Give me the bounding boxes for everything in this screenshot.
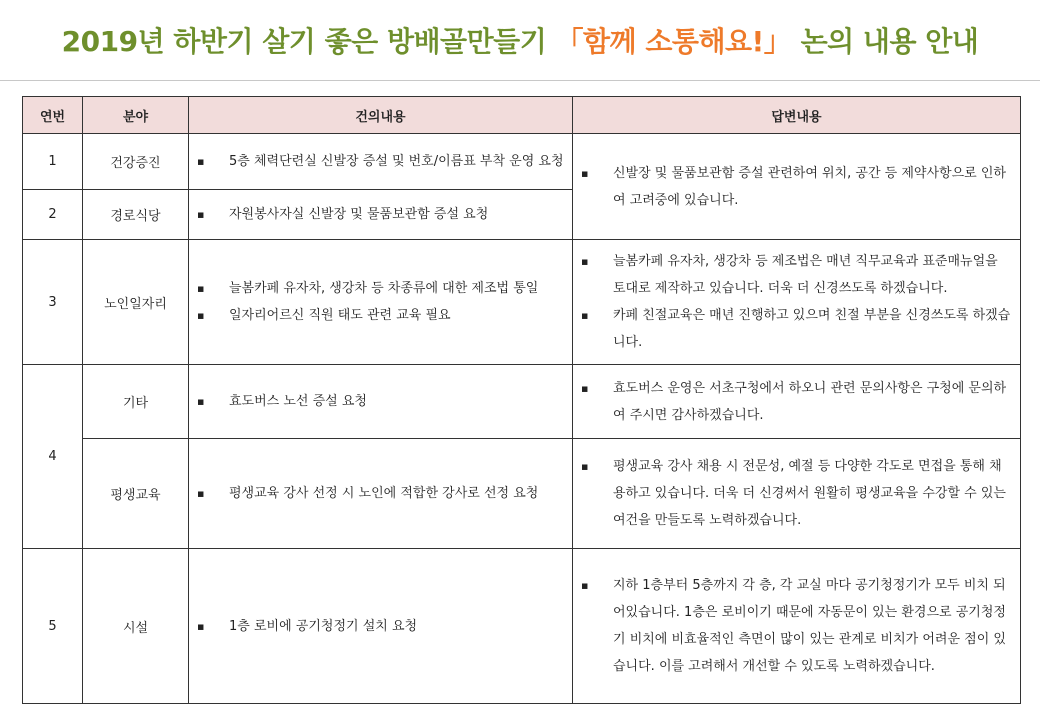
bullet-icon: ▪ — [197, 208, 205, 221]
table-row — [23, 549, 1021, 704]
header-answer: 답변내용 — [573, 97, 1021, 134]
bullet-icon: ▪ — [581, 255, 589, 268]
title-bar — [0, 0, 1040, 80]
bullet-icon: ▪ — [581, 460, 589, 473]
answer-cell — [573, 439, 1021, 549]
table-row — [23, 134, 1021, 190]
proposal-item: ▪ 효도버스 노선 증설 요청 — [193, 388, 566, 415]
row-num: 4 — [23, 365, 83, 549]
table-row — [23, 365, 1021, 439]
row-num: 1 — [23, 134, 83, 190]
bullet-icon: ▪ — [581, 381, 589, 395]
bullet-icon: ▪ — [581, 579, 589, 592]
row-category: 경로식당 — [83, 190, 189, 240]
answer-item: ▪ 늘봄카페 유자차, 생강차 등 제조법은 매년 직무교육과 표준매뉴얼을 토대로 제작하고 있습니다. 더욱 더 신경쓰도록 하겠습니다. — [577, 248, 1014, 302]
answer-cell — [573, 549, 1021, 704]
header-proposal: 건의내용 — [189, 97, 573, 134]
proposal-item: ▪ 1층 로비에 공기청정기 설치 요청 — [193, 613, 566, 640]
title-highlight: 「함께 소통해요!」 — [555, 25, 792, 58]
answer-item: ▪ 평생교육 강사 채용 시 전문성, 예절 등 다양한 각도로 면접을 통해 채용하고 있습니다. 더욱 더 신경써서 원활히 평생교육을 수강할 수 있는 여건을 만들도록 노력하겠습니다. — [577, 453, 1014, 534]
proposal-cell — [189, 549, 573, 704]
row-num: 3 — [23, 240, 83, 365]
answer-cell — [573, 240, 1021, 365]
answer-cell — [573, 365, 1021, 439]
answer-item: ▪ 카페 친절교육은 매년 진행하고 있으며 친절 부분을 신경쓰도록 하겠습니다. — [577, 302, 1014, 356]
proposal-item: ▪ 일자리어르신 직원 태도 관련 교육 필요 — [193, 302, 566, 329]
answer-cell — [573, 134, 1021, 240]
bullet-icon: ▪ — [197, 282, 205, 295]
row-category: 건강증진 — [83, 134, 189, 190]
proposal-item: ▪ 자원봉사자실 신발장 및 물품보관함 증설 요청 — [193, 201, 566, 228]
bullet-icon: ▪ — [197, 395, 205, 408]
answer-item: ▪ 지하 1층부터 5층까지 각 층, 각 교실 마다 공기청정기가 모두 비치 되어있습니다. 1층은 로비이기 때문에 자동문이 있는 환경으로 공기청정기 비치에 비효율적인 측면이 많이 있는 관계로 비치가 어려운 점이 있습니다. 이를 고려해서 개선할 수 있도록 노력하겠습니다. — [577, 572, 1014, 680]
row-num: 5 — [23, 549, 83, 704]
title-suffix: 논의 내용 안내 — [800, 25, 979, 58]
answer-item: ▪ 효도버스 운영은 서초구청에서 하오니 관련 문의사항은 구청에 문의하여 주시면 감사하겠습니다. — [577, 375, 1014, 429]
table-row — [23, 439, 1021, 549]
row-category: 노인일자리 — [83, 240, 189, 365]
header-row — [23, 97, 1021, 134]
proposal-cell — [189, 190, 573, 240]
table-row — [23, 240, 1021, 365]
header-category: 분야 — [83, 97, 189, 134]
row-num: 2 — [23, 190, 83, 240]
bullet-icon: ▪ — [581, 166, 589, 180]
bullet-icon: ▪ — [197, 309, 205, 322]
row-category: 평생교육 — [83, 439, 189, 549]
proposal-cell — [189, 439, 573, 549]
bullet-icon: ▪ — [197, 619, 205, 633]
answer-item: ▪ 신발장 및 물품보관함 증설 관련하여 위치, 공간 등 제약사항으로 인하여 고려중에 있습니다. — [577, 160, 1014, 214]
qa-table — [22, 96, 1021, 704]
row-category: 시설 — [83, 549, 189, 704]
row-category: 기타 — [83, 365, 189, 439]
bullet-icon: ▪ — [197, 155, 205, 168]
proposal-item: ▪ 평생교육 강사 선정 시 노인에 적합한 강사로 선정 요청 — [193, 480, 566, 507]
title-divider — [0, 80, 1040, 81]
page-title — [62, 20, 979, 60]
proposal-cell — [189, 365, 573, 439]
proposal-item: ▪ 늘봄카페 유자차, 생강차 등 차종류에 대한 제조법 통일 — [193, 275, 566, 302]
proposal-cell — [189, 240, 573, 365]
bullet-icon: ▪ — [197, 487, 205, 500]
proposal-item: ▪ 5층 체력단련실 신발장 증설 및 번호/이름표 부착 운영 요청 — [193, 148, 566, 175]
title-main: 2019년 하반기 살기 좋은 방배골만들기 — [61, 25, 547, 58]
proposal-cell — [189, 134, 573, 190]
bullet-icon: ▪ — [581, 309, 589, 322]
header-num: 연번 — [23, 97, 83, 134]
